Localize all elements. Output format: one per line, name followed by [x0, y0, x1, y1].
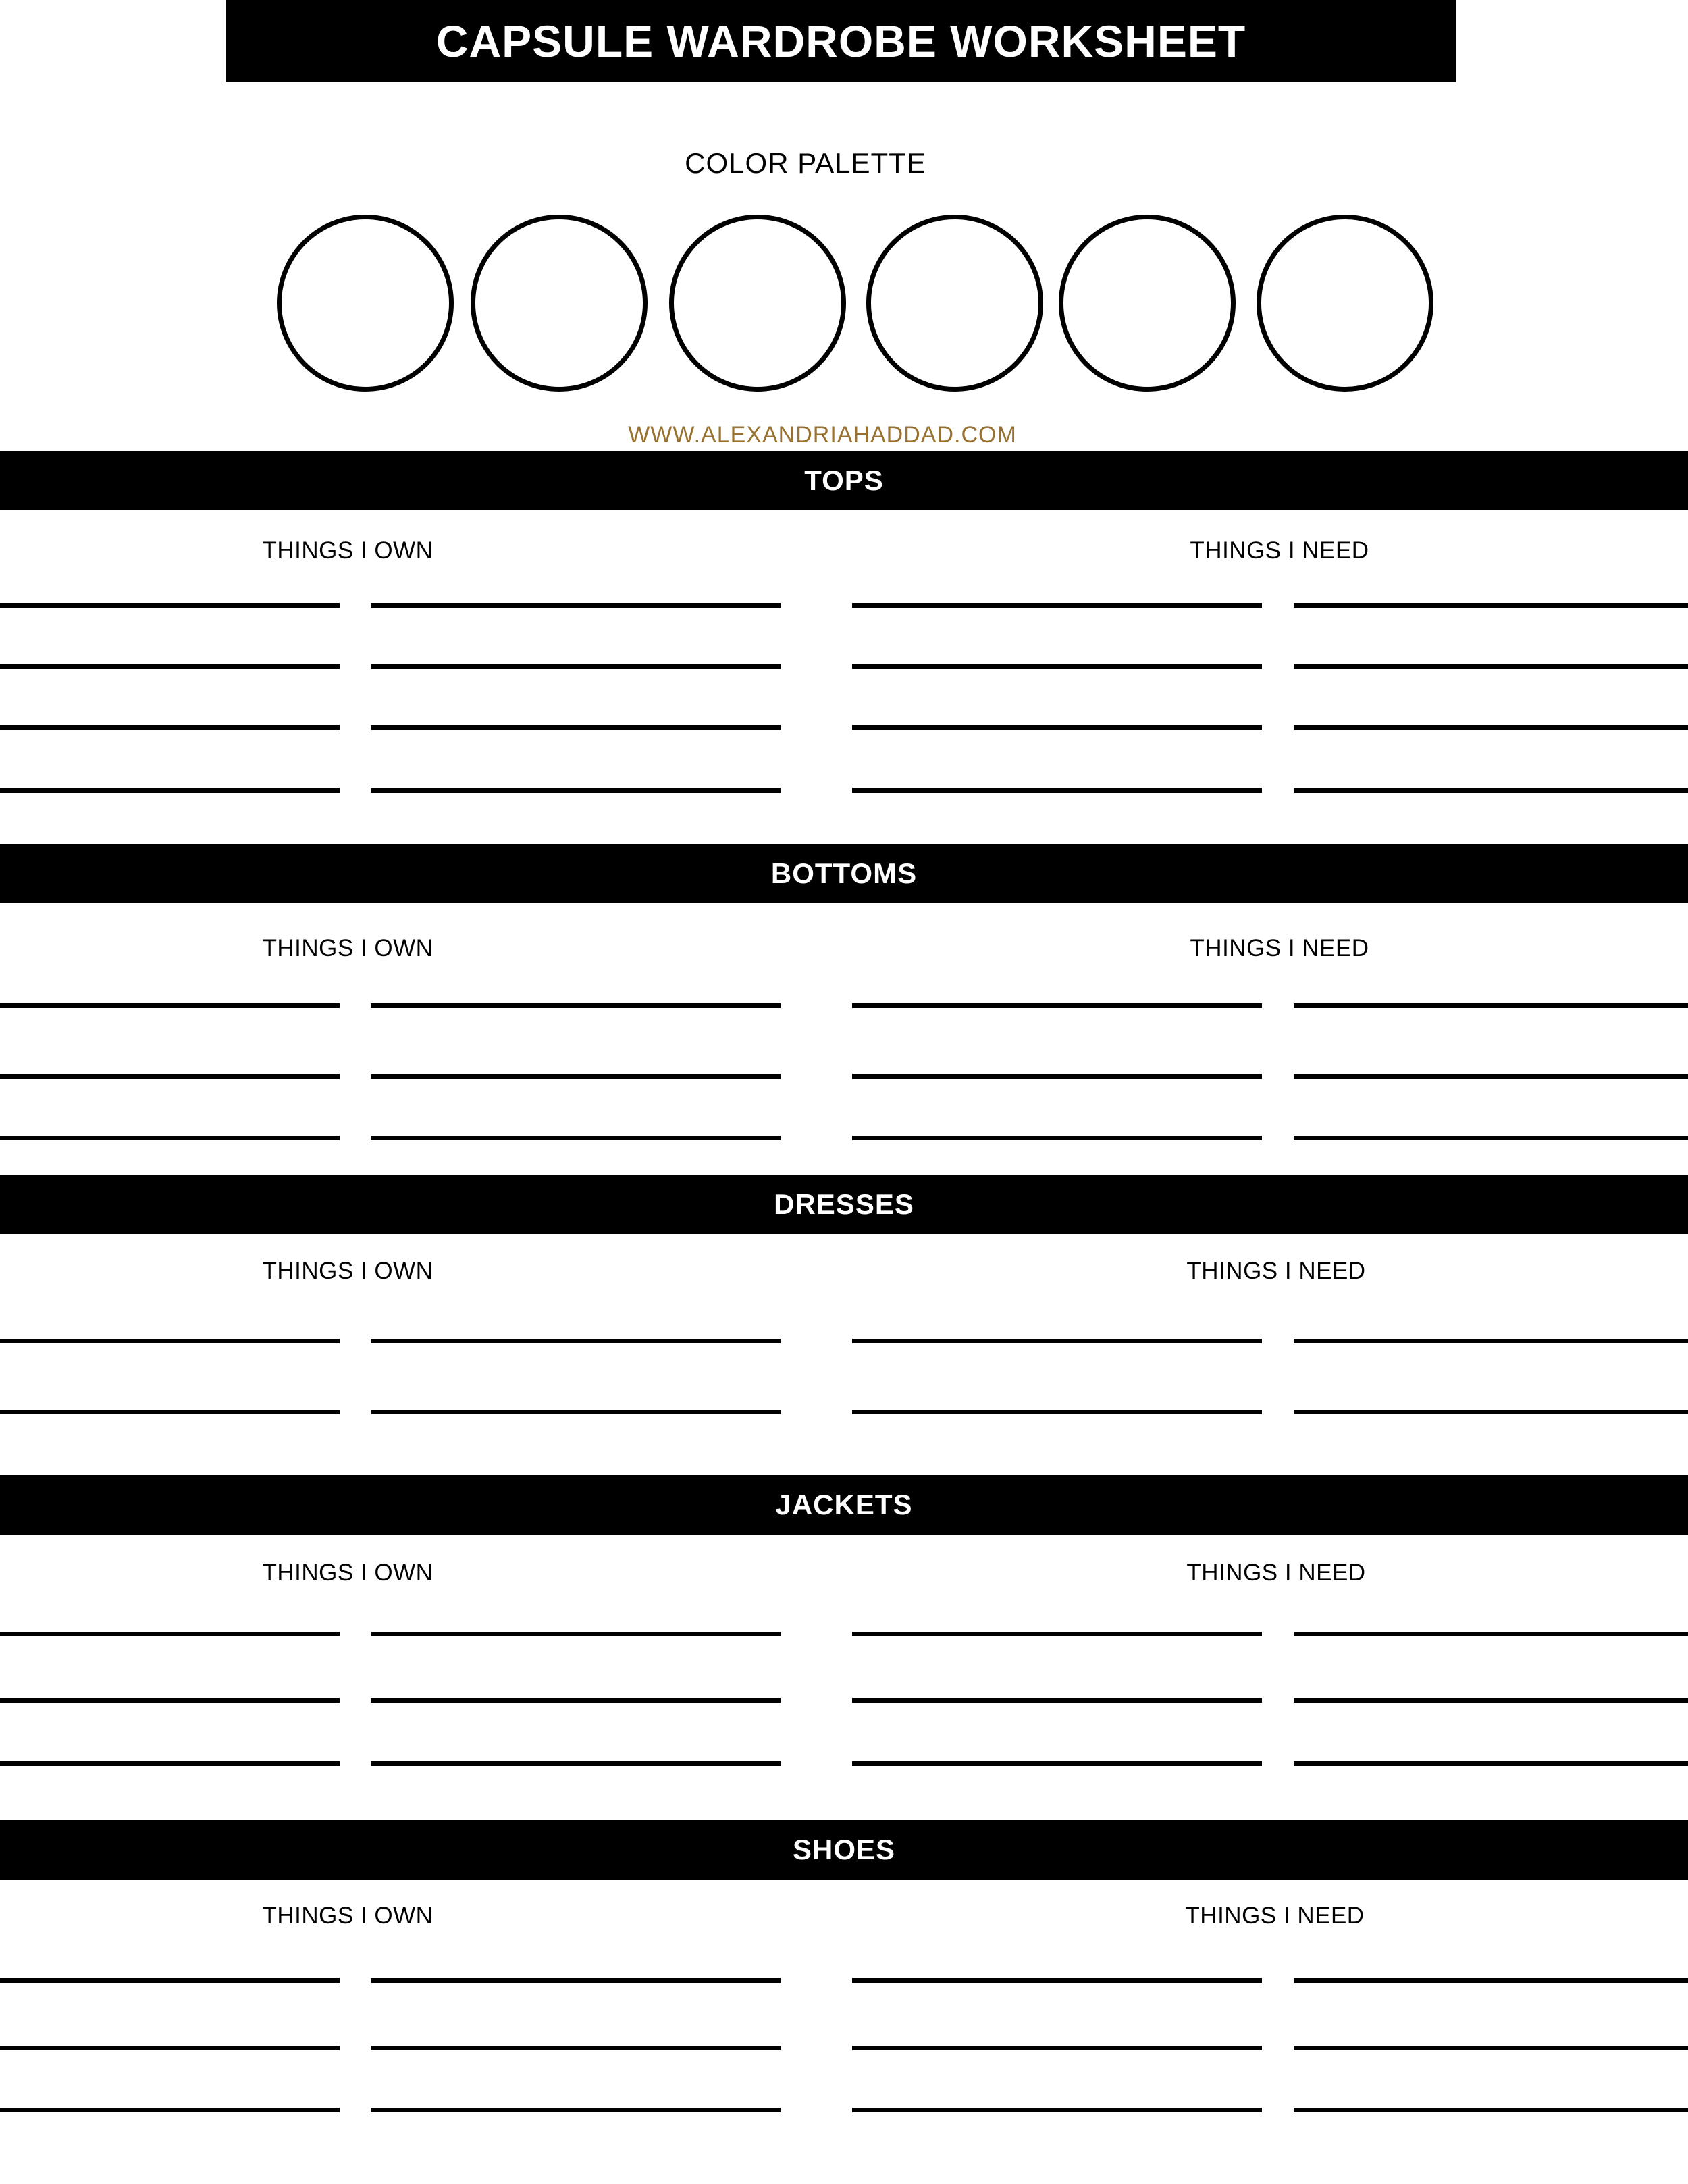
- shoes-own-line-row1-col1[interactable]: [0, 1978, 340, 1983]
- section-header-bottoms: BOTTOMS: [0, 844, 1688, 903]
- bottoms-need-line-row1-col4[interactable]: [1294, 1003, 1688, 1008]
- tops-need-line-row3-col4[interactable]: [1294, 725, 1688, 730]
- section-header-shoes: SHOES: [0, 1820, 1688, 1880]
- shoes-need-label: THINGS I NEED: [1185, 1902, 1365, 1929]
- jackets-own-line-row1-col2[interactable]: [371, 1632, 781, 1636]
- bottoms-need-label: THINGS I NEED: [1190, 935, 1369, 961]
- color-swatch-5[interactable]: [1059, 215, 1236, 392]
- bottoms-own-label: THINGS I OWN: [262, 935, 433, 961]
- bottoms-own-line-row3-col2[interactable]: [371, 1136, 781, 1140]
- dresses-own-line-row2-col2[interactable]: [371, 1410, 781, 1414]
- shoes-need-line-row3-col3[interactable]: [852, 2108, 1262, 2112]
- jackets-own-line-row2-col2[interactable]: [371, 1698, 781, 1703]
- tops-own-line-row4-col1[interactable]: [0, 788, 340, 793]
- color-swatch-1[interactable]: [277, 215, 454, 392]
- section-header-jackets: JACKETS: [0, 1475, 1688, 1535]
- jackets-need-line-row2-col3[interactable]: [852, 1698, 1262, 1703]
- bottoms-own-line-row1-col1[interactable]: [0, 1003, 340, 1008]
- tops-need-line-row1-col3[interactable]: [852, 603, 1262, 608]
- section-header-tops: TOPS: [0, 451, 1688, 510]
- dresses-own-line-row2-col1[interactable]: [0, 1410, 340, 1414]
- bottoms-own-line-row2-col1[interactable]: [0, 1074, 340, 1079]
- tops-need-line-row4-col3[interactable]: [852, 788, 1262, 793]
- jackets-own-label: THINGS I OWN: [262, 1560, 433, 1586]
- shoes-own-line-row2-col2[interactable]: [371, 2046, 781, 2050]
- jackets-need-line-row1-col3[interactable]: [852, 1632, 1262, 1636]
- shoes-need-line-row2-col3[interactable]: [852, 2046, 1262, 2050]
- tops-own-line-row3-col2[interactable]: [371, 725, 781, 730]
- jackets-need-label: THINGS I NEED: [1186, 1560, 1366, 1586]
- jackets-need-line-row1-col4[interactable]: [1294, 1632, 1688, 1636]
- jackets-own-line-row2-col1[interactable]: [0, 1698, 340, 1703]
- dresses-need-label: THINGS I NEED: [1186, 1258, 1366, 1284]
- shoes-need-line-row1-col3[interactable]: [852, 1978, 1262, 1983]
- bottoms-own-line-row2-col2[interactable]: [371, 1074, 781, 1079]
- bottoms-need-line-row2-col4[interactable]: [1294, 1074, 1688, 1079]
- shoes-own-line-row2-col1[interactable]: [0, 2046, 340, 2050]
- jackets-own-line-row1-col1[interactable]: [0, 1632, 340, 1636]
- shoes-need-line-row1-col4[interactable]: [1294, 1978, 1688, 1983]
- bottoms-own-line-row3-col1[interactable]: [0, 1136, 340, 1140]
- dresses-need-line-row2-col3[interactable]: [852, 1410, 1262, 1414]
- shoes-own-line-row3-col1[interactable]: [0, 2108, 340, 2112]
- color-swatch-2[interactable]: [471, 215, 648, 392]
- tops-own-label: THINGS I OWN: [262, 537, 433, 564]
- tops-need-line-row2-col3[interactable]: [852, 664, 1262, 669]
- bottoms-own-line-row1-col2[interactable]: [371, 1003, 781, 1008]
- tops-need-line-row1-col4[interactable]: [1294, 603, 1688, 608]
- tops-need-line-row4-col4[interactable]: [1294, 788, 1688, 793]
- dresses-need-line-row2-col4[interactable]: [1294, 1410, 1688, 1414]
- page-title: CAPSULE WARDROBE WORKSHEET: [226, 0, 1456, 82]
- tops-own-line-row1-col2[interactable]: [371, 603, 781, 608]
- tops-need-label: THINGS I NEED: [1190, 537, 1369, 564]
- dresses-own-line-row1-col2[interactable]: [371, 1339, 781, 1343]
- bottoms-need-line-row2-col3[interactable]: [852, 1074, 1262, 1079]
- shoes-own-label: THINGS I OWN: [262, 1902, 433, 1929]
- color-palette-label: COLOR PALETTE: [685, 147, 926, 179]
- tops-need-line-row2-col4[interactable]: [1294, 664, 1688, 669]
- dresses-own-line-row1-col1[interactable]: [0, 1339, 340, 1343]
- bottoms-need-line-row3-col3[interactable]: [852, 1136, 1262, 1140]
- dresses-own-label: THINGS I OWN: [262, 1258, 433, 1284]
- tops-own-line-row4-col2[interactable]: [371, 788, 781, 793]
- jackets-need-line-row3-col4[interactable]: [1294, 1761, 1688, 1766]
- dresses-need-line-row1-col3[interactable]: [852, 1339, 1262, 1343]
- jackets-own-line-row3-col1[interactable]: [0, 1761, 340, 1766]
- jackets-need-line-row2-col4[interactable]: [1294, 1698, 1688, 1703]
- shoes-own-line-row3-col2[interactable]: [371, 2108, 781, 2112]
- bottoms-need-line-row1-col3[interactable]: [852, 1003, 1262, 1008]
- dresses-need-line-row1-col4[interactable]: [1294, 1339, 1688, 1343]
- website-url: WWW.ALEXANDRIAHADDAD.COM: [628, 422, 1017, 448]
- section-header-dresses: DRESSES: [0, 1175, 1688, 1234]
- tops-own-line-row2-col2[interactable]: [371, 664, 781, 669]
- tops-own-line-row3-col1[interactable]: [0, 725, 340, 730]
- jackets-need-line-row3-col3[interactable]: [852, 1761, 1262, 1766]
- shoes-need-line-row2-col4[interactable]: [1294, 2046, 1688, 2050]
- bottoms-need-line-row3-col4[interactable]: [1294, 1136, 1688, 1140]
- tops-need-line-row3-col3[interactable]: [852, 725, 1262, 730]
- tops-own-line-row2-col1[interactable]: [0, 664, 340, 669]
- color-swatch-6[interactable]: [1257, 215, 1433, 392]
- shoes-need-line-row3-col4[interactable]: [1294, 2108, 1688, 2112]
- color-swatch-4[interactable]: [866, 215, 1043, 392]
- color-swatch-3[interactable]: [669, 215, 846, 392]
- tops-own-line-row1-col1[interactable]: [0, 603, 340, 608]
- shoes-own-line-row1-col2[interactable]: [371, 1978, 781, 1983]
- jackets-own-line-row3-col2[interactable]: [371, 1761, 781, 1766]
